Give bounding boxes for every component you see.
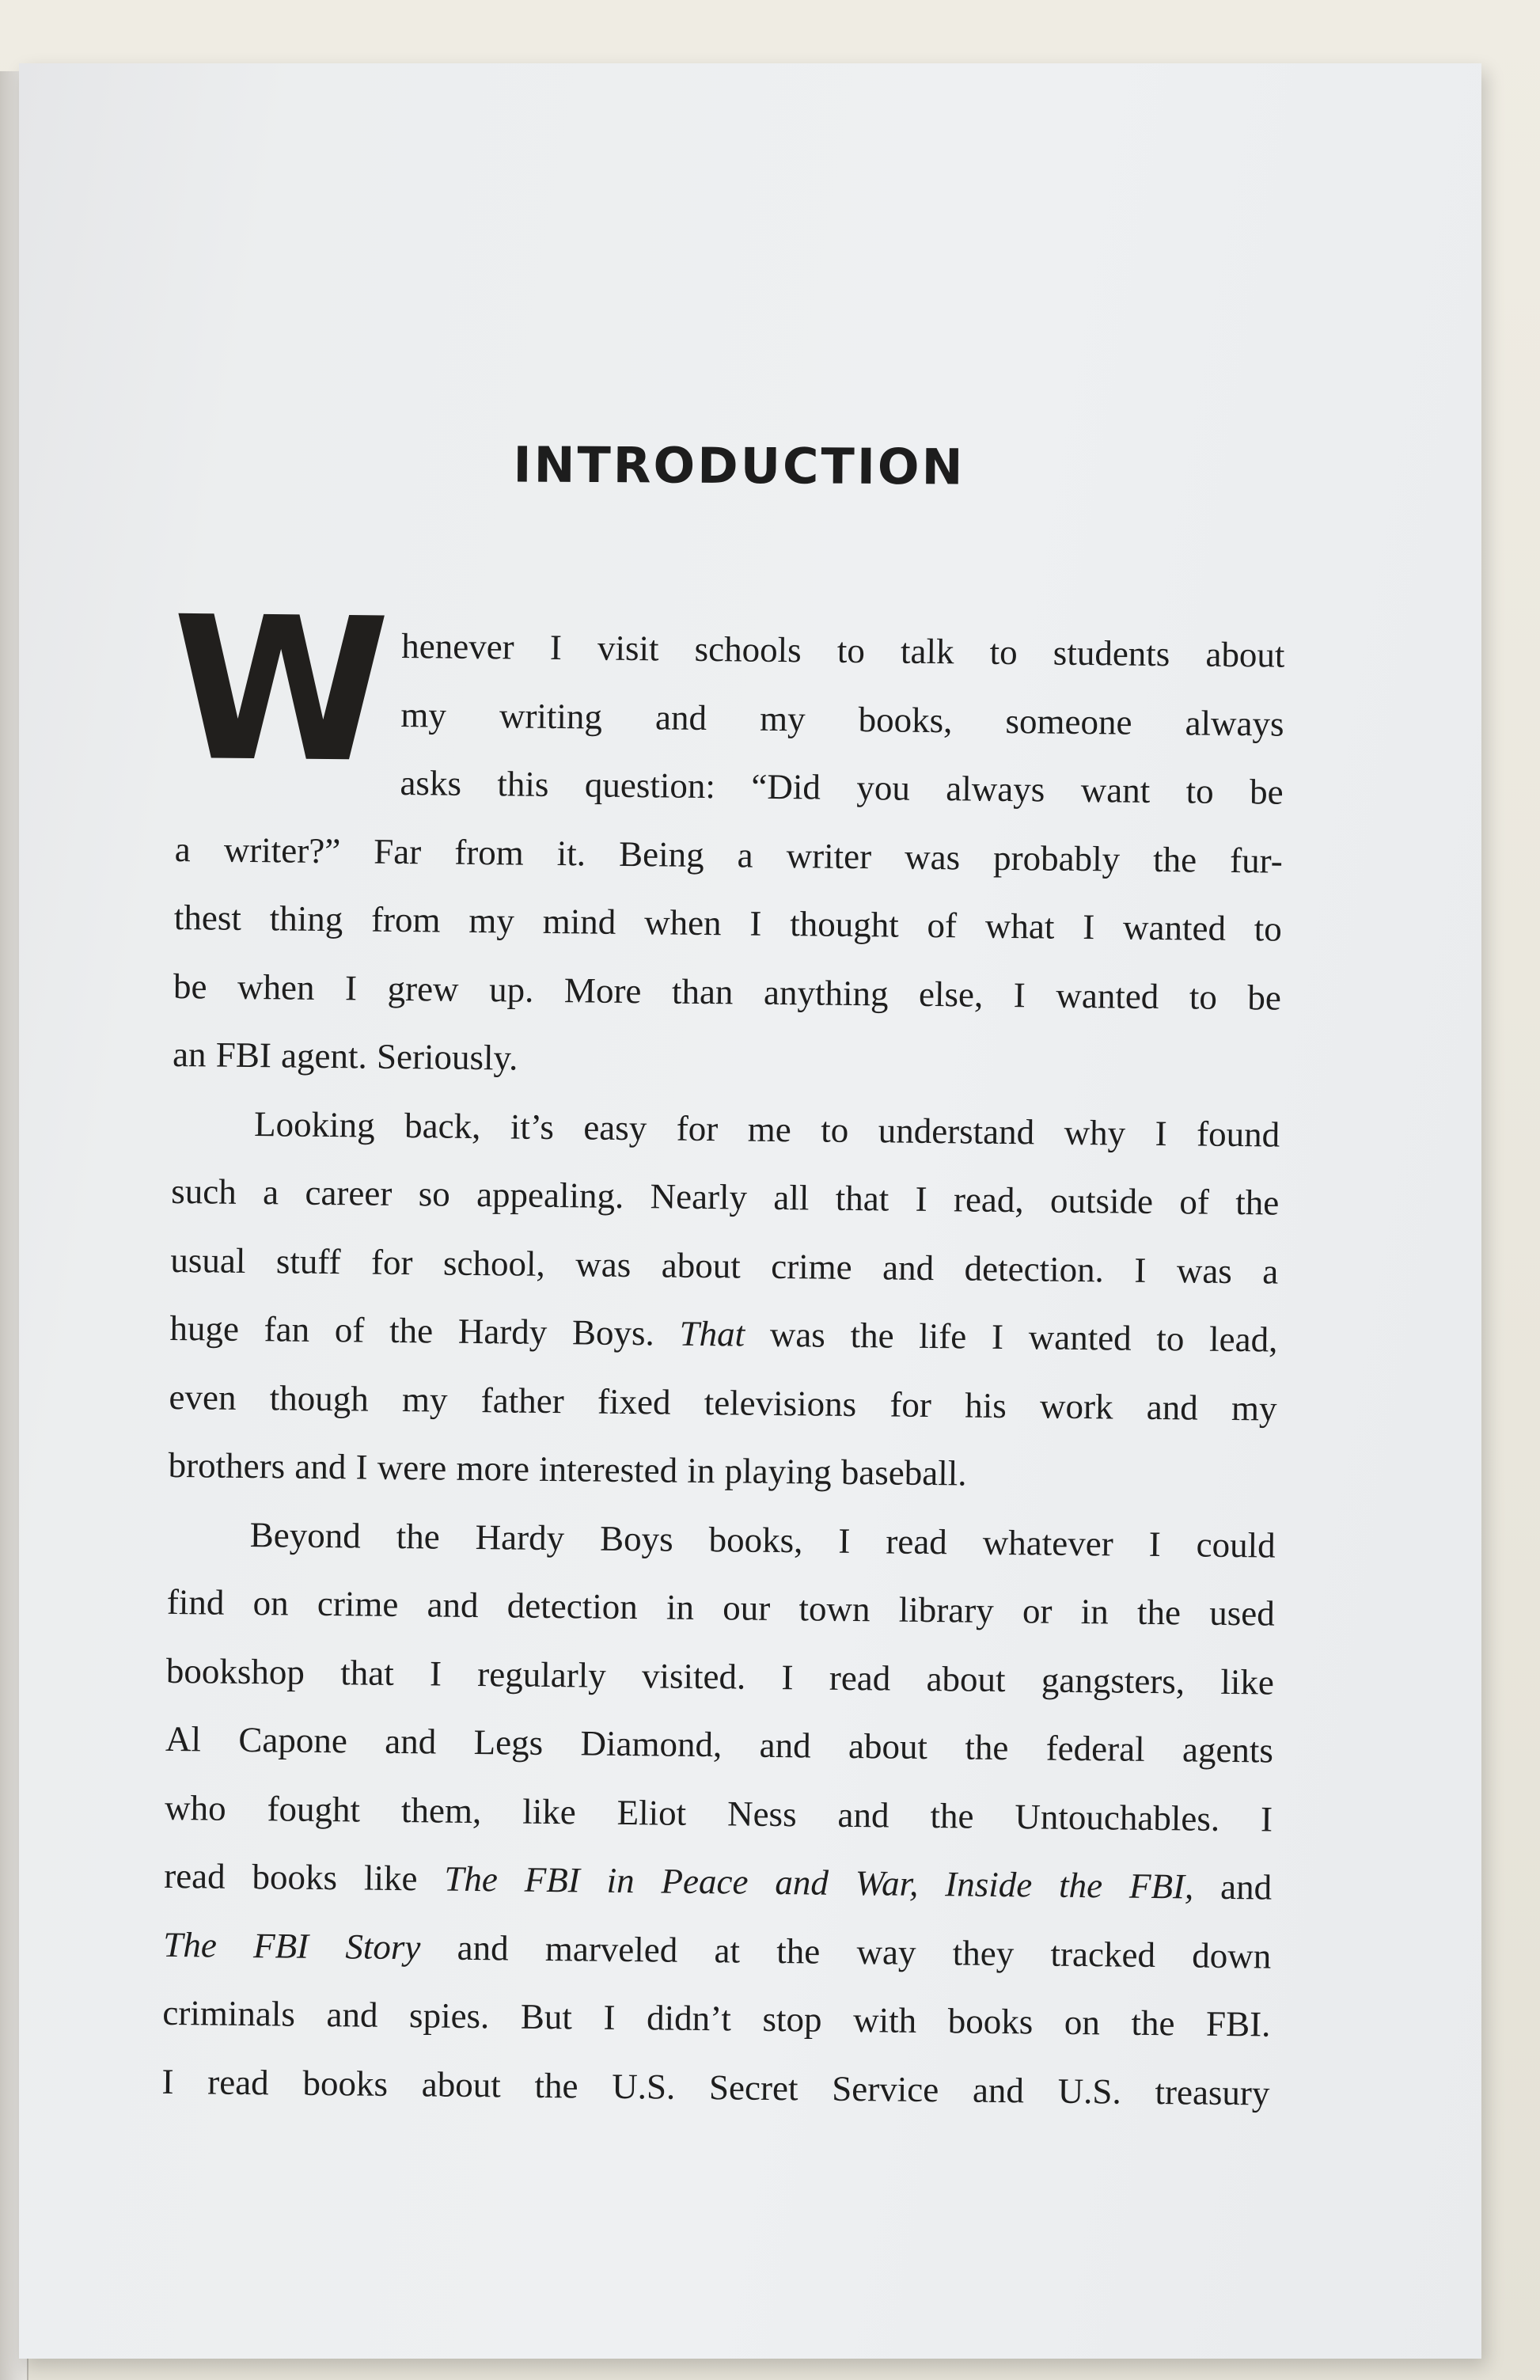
text-line: who fought them, like Eliot Ness and the Untouchables. I — [164, 1787, 1273, 1839]
text-run: was the life I wanted to lead, — [744, 1314, 1278, 1360]
text-line: bookshop that I regularly visited. I read about gangsters, like — [165, 1650, 1275, 1702]
paragraph-3 — [161, 1499, 1276, 2127]
text-line: usual stuff for school, was about crime and detection. I was a — [170, 1239, 1279, 1292]
text-line: criminals and spies. But I didn’t stop with books on the FBI. — [162, 1992, 1271, 2044]
text-line: brothers and I were more interested in playing baseball. — [168, 1444, 967, 1494]
text-line: my writing and my books, someone always — [400, 694, 1284, 744]
text-line: even though my father fixed televisions for his work and my — [169, 1376, 1277, 1429]
text-run: huge fan of the Hardy Boys. — [169, 1308, 680, 1353]
text-line: I read books about the U.S. Secret Service and U.S. treasury — [161, 2061, 1270, 2113]
text-line: asks this question: “Did you always want to be — [400, 762, 1284, 812]
text-line — [169, 1294, 1278, 1374]
text-line: Al Capone and Legs Diamond, and about the federal agents — [165, 1718, 1274, 1771]
book-page — [19, 63, 1481, 2359]
paragraph-2 — [168, 1088, 1280, 1511]
drop-cap: W — [170, 573, 387, 807]
paragraph-1 — [170, 573, 1285, 1100]
body-text — [161, 573, 1285, 2128]
text-line: henever I visit schools to talk to students about — [401, 625, 1285, 675]
text-line — [164, 1842, 1273, 1922]
text-run: read books like — [163, 1855, 445, 1899]
text-run: and — [1193, 1866, 1273, 1907]
text-line: a writer?” Far from it. Being a writer was probably the fur- — [174, 829, 1284, 881]
text-line: be when I grew up. More than anything else, I wanted to be — [173, 966, 1282, 1018]
text-run: and marveled at the way they tracked down — [420, 1926, 1272, 1976]
text-line: such a career so appealing. Nearly all that I read, outside of the — [171, 1171, 1280, 1223]
text-line: find on crime and detection in our town library or in the used — [166, 1581, 1276, 1634]
text-line: an FBI agent. Seriously. — [172, 1034, 518, 1078]
chapter-title: INTRODUCTION — [513, 435, 965, 496]
italic-title: The FBI Story — [163, 1924, 421, 1967]
text-line: Looking back, it’s easy for me to understand why I found — [253, 1103, 1280, 1155]
text-line — [163, 1910, 1272, 1990]
text-line: thest thing from my mind when I thought of what I wanted to — [173, 897, 1283, 949]
italic-title: That — [679, 1313, 745, 1354]
text-line: Beyond the Hardy Boys books, I read whatever I could — [249, 1514, 1276, 1566]
italic-title: The FBI in Peace and War, Inside the FBI, — [444, 1858, 1194, 1907]
